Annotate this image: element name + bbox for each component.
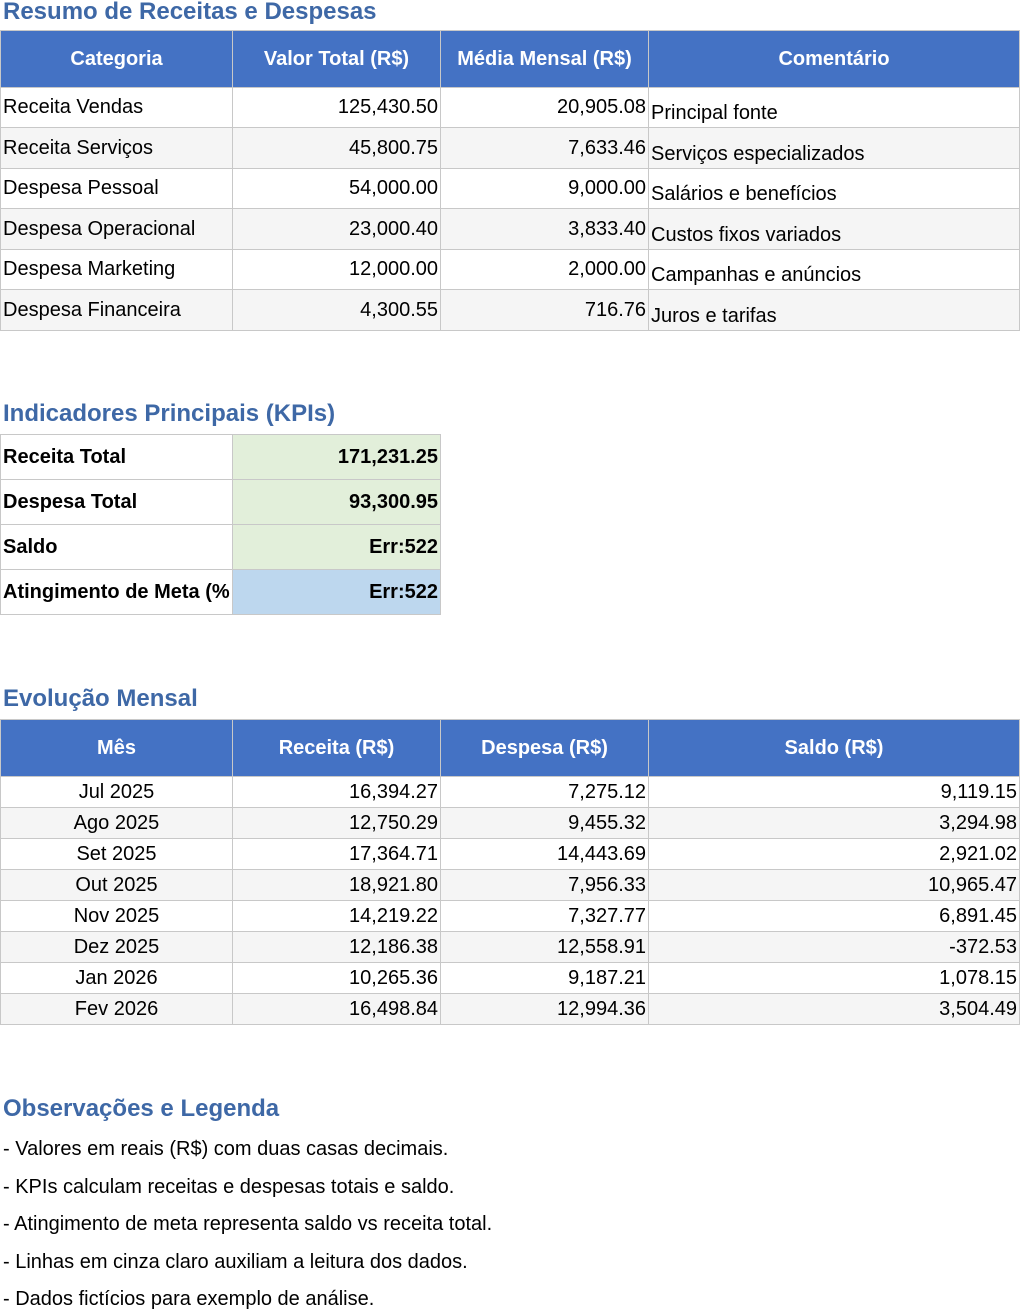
total-value-cell[interactable]: 125,430.50 xyxy=(233,88,441,128)
revenue-cell[interactable]: 16,498.84 xyxy=(233,994,441,1025)
monthly-avg-cell[interactable]: 9,000.00 xyxy=(441,169,649,209)
comment-cell[interactable]: Custos fixos variados xyxy=(649,209,1020,250)
note-item: - Valores em reais (R$) com duas casas decimais. xyxy=(3,1138,449,1160)
monthly-avg-cell[interactable]: 7,633.46 xyxy=(441,128,649,169)
month-cell[interactable]: Dez 2025 xyxy=(1,932,233,963)
summary-header-valor-total: Valor Total (R$) xyxy=(233,31,441,88)
expense-cell[interactable]: 7,327.77 xyxy=(441,901,649,932)
comment-cell[interactable]: Juros e tarifas xyxy=(649,290,1020,331)
monthly-avg-cell[interactable]: 20,905.08 xyxy=(441,88,649,128)
comment-cell[interactable]: Serviços especializados xyxy=(649,128,1020,169)
total-value-cell[interactable]: 12,000.00 xyxy=(233,250,441,290)
total-value-cell[interactable]: 4,300.55 xyxy=(233,290,441,331)
summary-header-comentario: Comentário xyxy=(649,31,1020,88)
kpi-value-atingimento-meta[interactable]: Err:522 xyxy=(233,570,441,615)
table-row xyxy=(1,901,1020,932)
balance-cell[interactable]: 3,294.98 xyxy=(649,808,1020,839)
comment-cell[interactable]: Campanhas e anúncios xyxy=(649,250,1020,290)
category-cell[interactable]: Receita Vendas xyxy=(1,88,233,128)
category-cell[interactable]: Despesa Pessoal xyxy=(1,169,233,209)
category-cell[interactable]: Receita Serviços xyxy=(1,128,233,169)
expense-cell[interactable]: 9,455.32 xyxy=(441,808,649,839)
kpi-value-despesa-total[interactable]: 93,300.95 xyxy=(233,480,441,525)
month-cell[interactable]: Fev 2026 xyxy=(1,994,233,1025)
table-row xyxy=(1,169,1020,209)
month-cell[interactable]: Set 2025 xyxy=(1,839,233,870)
month-cell[interactable]: Jan 2026 xyxy=(1,963,233,994)
kpi-row xyxy=(1,480,441,525)
table-row xyxy=(1,839,1020,870)
table-row xyxy=(1,932,1020,963)
summary-header-media-mensal: Média Mensal (R$) xyxy=(441,31,649,88)
table-row xyxy=(1,209,1020,250)
revenue-cell[interactable]: 14,219.22 xyxy=(233,901,441,932)
kpi-label-atingimento-meta[interactable]: Atingimento de Meta (% xyxy=(1,570,233,615)
balance-cell[interactable]: 3,504.49 xyxy=(649,994,1020,1025)
expense-cell[interactable]: 14,443.69 xyxy=(441,839,649,870)
comment-cell[interactable]: Principal fonte xyxy=(649,88,1020,128)
total-value-cell[interactable]: 54,000.00 xyxy=(233,169,441,209)
total-value-cell[interactable]: 45,800.75 xyxy=(233,128,441,169)
summary-header-categoria: Categoria xyxy=(1,31,233,88)
expense-cell[interactable]: 12,558.91 xyxy=(441,932,649,963)
total-value-cell[interactable]: 23,000.40 xyxy=(233,209,441,250)
table-row xyxy=(1,128,1020,169)
note-item: - Linhas em cinza claro auxiliam a leitura dos dados. xyxy=(3,1251,468,1273)
kpi-row xyxy=(1,525,441,570)
table-row xyxy=(1,963,1020,994)
monthly-header-saldo: Saldo (R$) xyxy=(649,720,1020,777)
note-item: - KPIs calculam receitas e despesas totais e saldo. xyxy=(3,1176,455,1198)
table-row xyxy=(1,290,1020,331)
monthly-header-receita: Receita (R$) xyxy=(233,720,441,777)
monthly-header-mes: Mês xyxy=(1,720,233,777)
revenue-cell[interactable]: 12,186.38 xyxy=(233,932,441,963)
kpi-label-receita-total[interactable]: Receita Total xyxy=(1,435,233,480)
summary-title: Resumo de Receitas e Despesas xyxy=(3,0,377,25)
balance-cell[interactable]: 6,891.45 xyxy=(649,901,1020,932)
expense-cell[interactable]: 7,956.33 xyxy=(441,870,649,901)
balance-cell[interactable]: -372.53 xyxy=(649,932,1020,963)
table-row xyxy=(1,777,1020,808)
comment-cell[interactable]: Salários e benefícios xyxy=(649,169,1020,209)
kpi-value-saldo[interactable]: Err:522 xyxy=(233,525,441,570)
revenue-cell[interactable]: 18,921.80 xyxy=(233,870,441,901)
kpi-value-receita-total[interactable]: 171,231.25 xyxy=(233,435,441,480)
table-row xyxy=(1,870,1020,901)
balance-cell[interactable]: 1,078.15 xyxy=(649,963,1020,994)
expense-cell[interactable]: 12,994.36 xyxy=(441,994,649,1025)
category-cell[interactable]: Despesa Financeira xyxy=(1,290,233,331)
monthly-avg-cell[interactable]: 3,833.40 xyxy=(441,209,649,250)
month-cell[interactable]: Out 2025 xyxy=(1,870,233,901)
summary-table xyxy=(0,30,1020,331)
monthly-avg-cell[interactable]: 2,000.00 xyxy=(441,250,649,290)
month-cell[interactable]: Nov 2025 xyxy=(1,901,233,932)
monthly-header-despesa: Despesa (R$) xyxy=(441,720,649,777)
revenue-cell[interactable]: 17,364.71 xyxy=(233,839,441,870)
revenue-cell[interactable]: 10,265.36 xyxy=(233,963,441,994)
monthly-table xyxy=(0,719,1020,1025)
notes-title: Observações e Legenda xyxy=(3,1095,280,1122)
kpi-row xyxy=(1,435,441,480)
note-item: - Atingimento de meta representa saldo vs receita total. xyxy=(3,1213,493,1235)
table-row xyxy=(1,994,1020,1025)
kpi-label-despesa-total[interactable]: Despesa Total xyxy=(1,480,233,525)
expense-cell[interactable]: 7,275.12 xyxy=(441,777,649,808)
kpis-title: Indicadores Principais (KPIs) xyxy=(3,400,336,427)
month-cell[interactable]: Jul 2025 xyxy=(1,777,233,808)
monthly-avg-cell[interactable]: 716.76 xyxy=(441,290,649,331)
expense-cell[interactable]: 9,187.21 xyxy=(441,963,649,994)
kpi-label-saldo[interactable]: Saldo xyxy=(1,525,233,570)
kpi-table xyxy=(0,434,441,615)
category-cell[interactable]: Despesa Marketing xyxy=(1,250,233,290)
category-cell[interactable]: Despesa Operacional xyxy=(1,209,233,250)
balance-cell[interactable]: 10,965.47 xyxy=(649,870,1020,901)
table-row xyxy=(1,250,1020,290)
month-cell[interactable]: Ago 2025 xyxy=(1,808,233,839)
balance-cell[interactable]: 2,921.02 xyxy=(649,839,1020,870)
kpi-row xyxy=(1,570,441,615)
revenue-cell[interactable]: 12,750.29 xyxy=(233,808,441,839)
monthly-title: Evolução Mensal xyxy=(3,685,198,712)
table-row xyxy=(1,808,1020,839)
balance-cell[interactable]: 9,119.15 xyxy=(649,777,1020,808)
revenue-cell[interactable]: 16,394.27 xyxy=(233,777,441,808)
note-item: - Dados fictícios para exemplo de análise. xyxy=(3,1288,375,1310)
table-row xyxy=(1,88,1020,128)
